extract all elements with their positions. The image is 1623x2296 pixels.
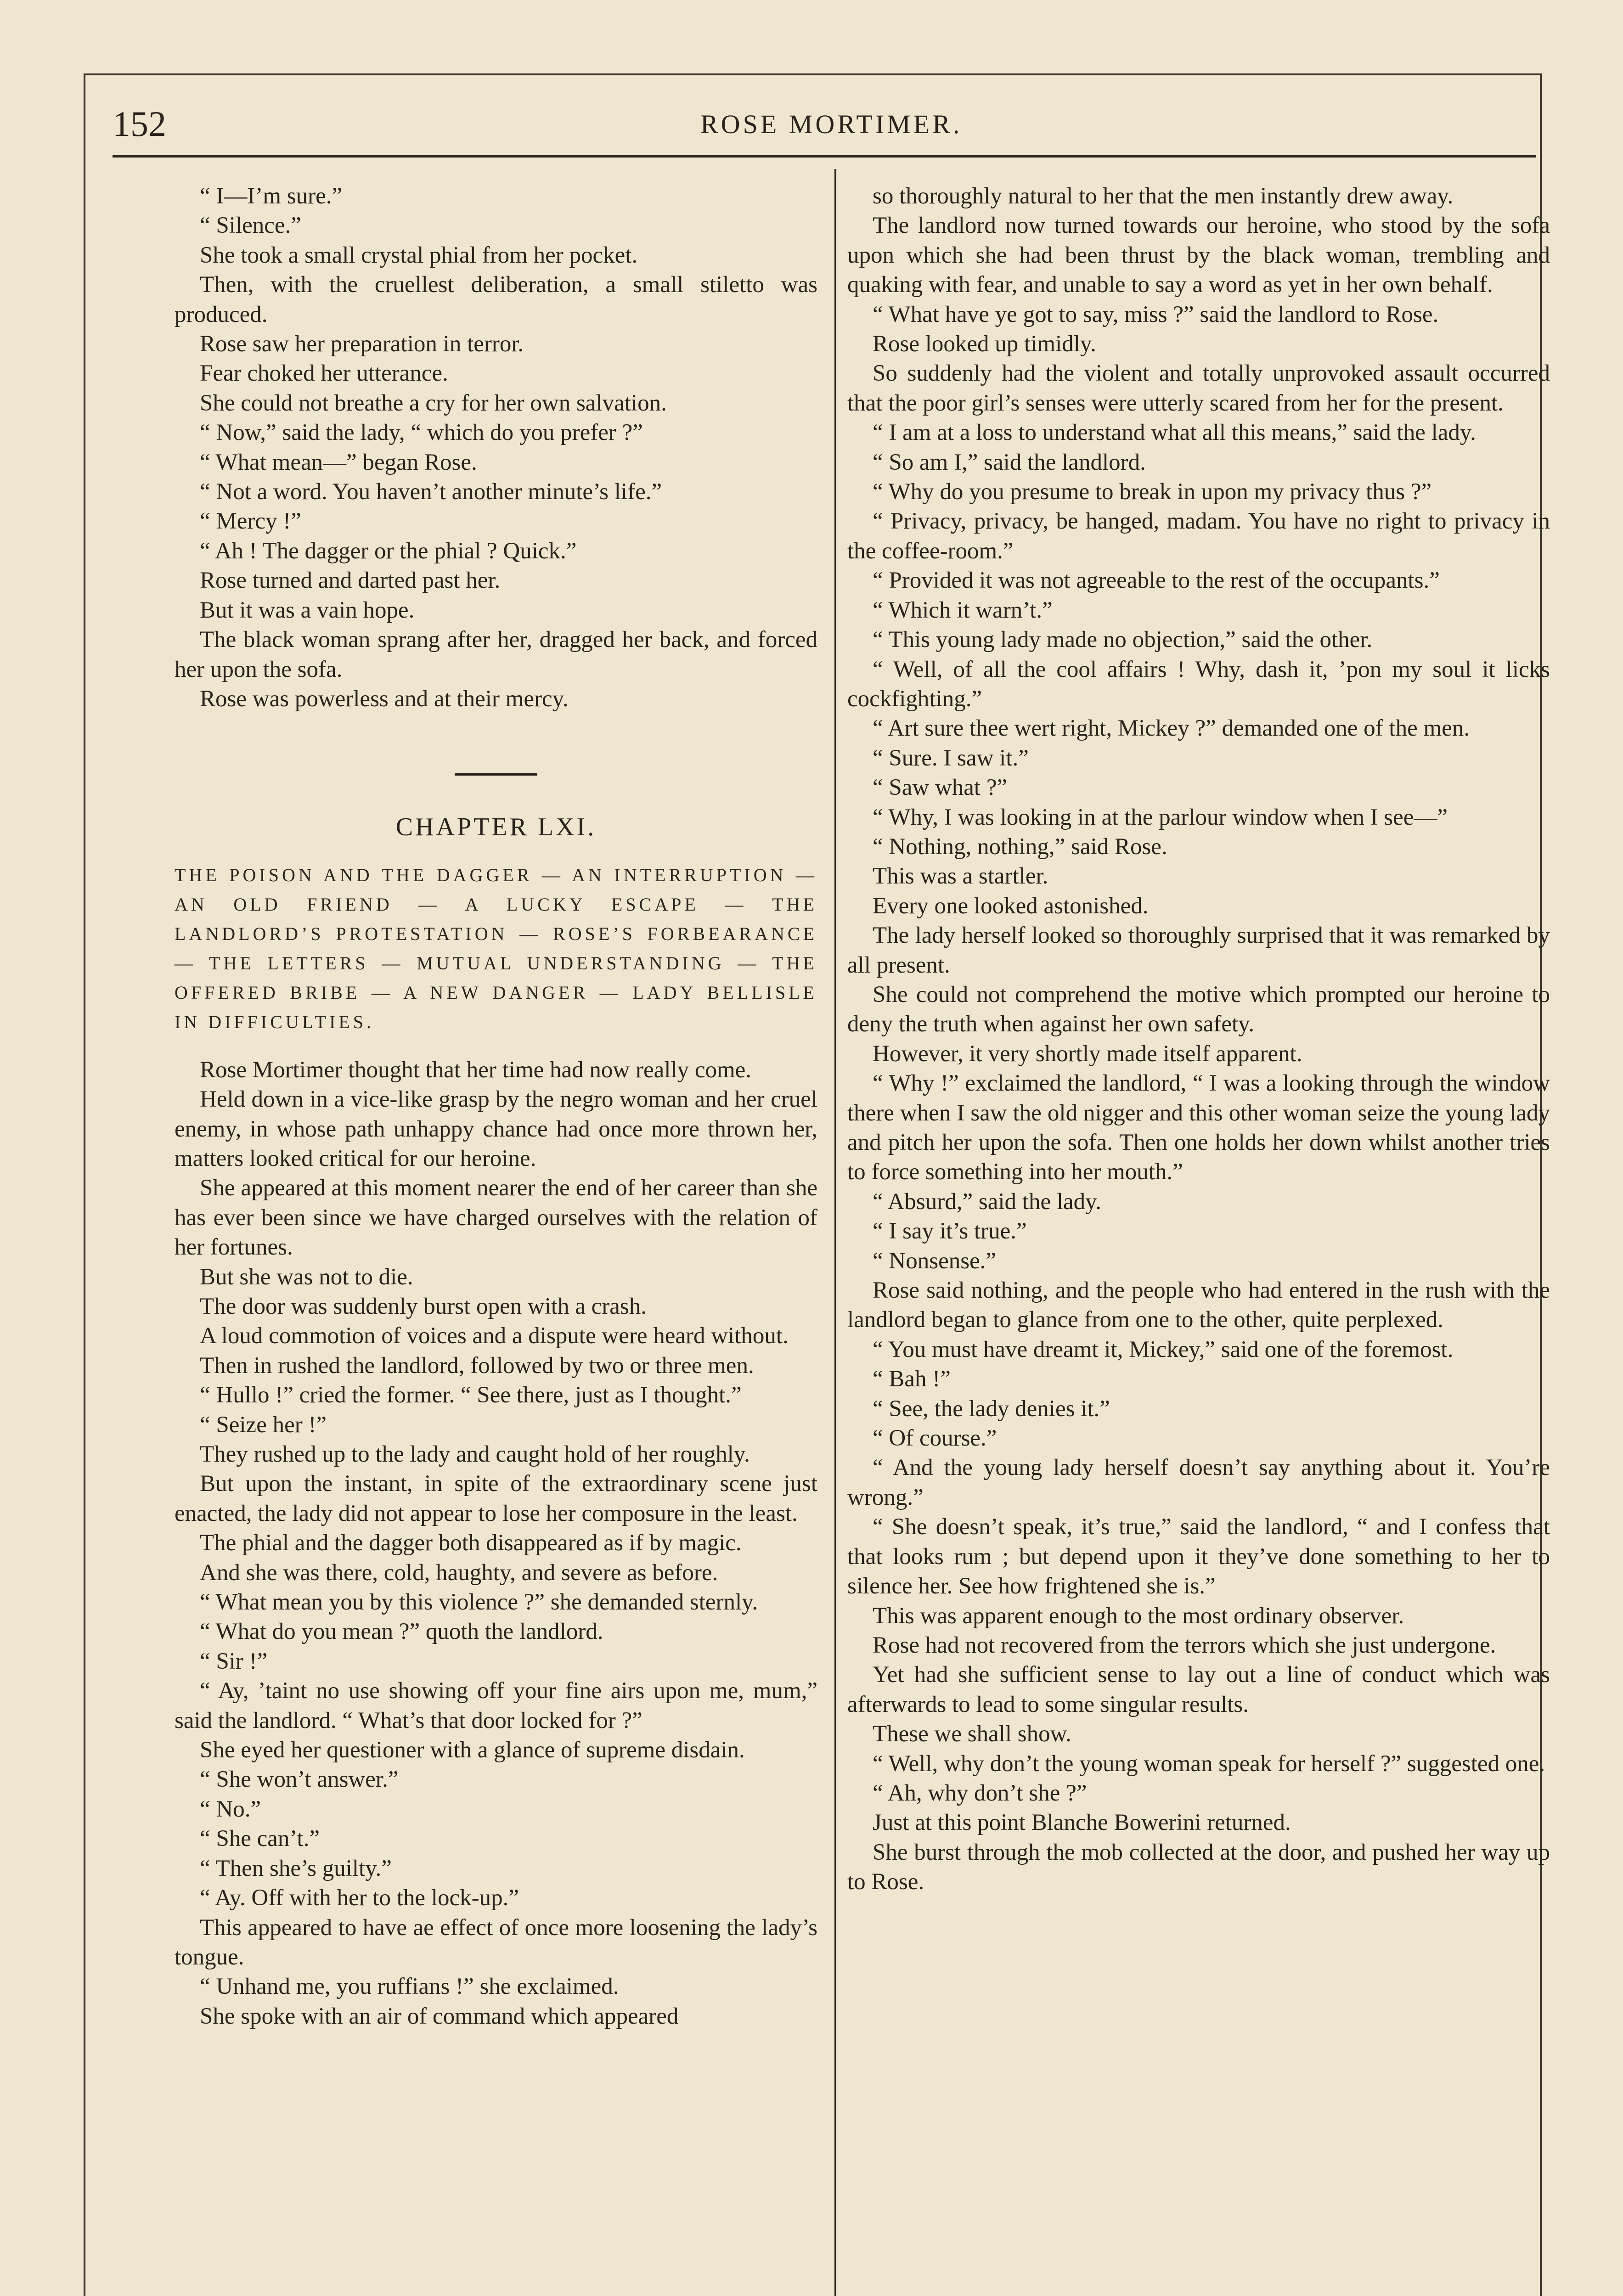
paragraph: And she was there, cold, haughty, and severe as before. <box>200 1559 718 1586</box>
paragraph: “ Saw what ?” <box>873 775 1008 801</box>
column-divider <box>834 169 836 2296</box>
paragraph: A loud commotion of voices and a dispute were heard without. <box>200 1323 789 1349</box>
paragraph: This was a startler. <box>873 863 1048 889</box>
paragraph: “ Silence.” <box>200 213 301 239</box>
paragraph: Fear choked her utterance. <box>200 360 448 387</box>
paragraph: She could not breathe a cry for her own salvation. <box>200 390 667 416</box>
paragraph: The door was suddenly burst open with a crash. <box>200 1293 647 1319</box>
paragraph: “ Well, of all the cool affairs ! Why, dash it, ’pon my soul it licks cockfighting.” <box>847 656 1550 712</box>
paragraph: But upon the instant, in spite of the extraordinary scene just enacted, the lady did not appear to lose her composure in the least. <box>175 1471 817 1526</box>
paragraph: “ Ah ! The dagger or the phial ? Quick.” <box>200 538 577 564</box>
paragraph: So suddenly had the violent and totally unprovoked assault occurred that the poor girl’s senses were utterly scared from her for the present. <box>847 360 1550 416</box>
paragraph: Then in rushed the landlord, followed by two or three men. <box>200 1352 754 1379</box>
paragraph: She burst through the mob collected at the door, and pushed her way up to Rose. <box>847 1839 1550 1895</box>
right-paragraphs <box>847 181 1550 1897</box>
running-head: ROSE MORTIMER. <box>700 109 963 139</box>
paragraph: These we shall show. <box>873 1721 1071 1747</box>
header-rule <box>113 155 1536 158</box>
paragraph: “ Ay, ’taint no use showing off your fine airs upon me, mum,” said the landlord. “ What’s that door locked for ?” <box>175 1678 817 1733</box>
paragraph: “ I am at a loss to understand what all this means,” said the lady. <box>873 420 1476 446</box>
chapter-synopsis: THE POISON AND THE DAGGER — AN INTERRUPTION — AN OLD FRIEND — A LUCKY ESCAPE — THE LANDLORD’S PROTESTATION — ROSE’S FORBEARANCE — THE LETTERS — MUTUAL UNDERSTANDING — THE OFFERED BRIBE — A NEW DANGER — LADY BELLISLE IN DIFFICULTIES. <box>175 864 817 1032</box>
paragraph: “ Art sure thee wert right, Mickey ?” demanded one of the men. <box>873 715 1470 742</box>
paragraph: “ This young lady made no objection,” said the other. <box>873 627 1373 653</box>
paragraph: Just at this point Blanche Bowerini returned. <box>873 1810 1291 1836</box>
paragraph: “ Of course.” <box>873 1425 997 1452</box>
paragraph: They rushed up to the lady and caught hold of her roughly. <box>200 1441 750 1467</box>
paragraph: Rose was powerless and at their mercy. <box>200 686 569 712</box>
paragraph: “ Why !” exclaimed the landlord, “ I was a looking through the window there when I saw the old nigger and this other woman seize the young lady and pitch her upon the sofa. Then one holds her down whilst another tries to force something into her mouth.” <box>847 1070 1550 1185</box>
paragraph: “ She won’t answer.” <box>200 1767 399 1793</box>
paragraph: “ And the young lady herself doesn’t say anything about it. You’re wrong.” <box>847 1455 1550 1510</box>
paragraph: “ Not a word. You haven’t another minute’s life.” <box>200 479 662 505</box>
paragraph: “ Why do you presume to break in upon my privacy thus ?” <box>873 479 1432 505</box>
right-column <box>847 181 1550 1897</box>
paragraph: “ Why, I was looking in at the parlour window when I see—” <box>873 804 1448 830</box>
paragraph: Rose looked up timidly. <box>873 331 1096 357</box>
chapter-title: CHAPTER LXI. <box>395 813 597 842</box>
paragraph: This was apparent enough to the most ordinary observer. <box>873 1603 1404 1629</box>
paragraph: The black woman sprang after her, dragged her back, and forced her upon the sofa. <box>175 627 817 682</box>
paragraph: “ See, the lady denies it.” <box>873 1396 1110 1422</box>
paragraph: “ Hullo !” cried the former. “ See there, just as I thought.” <box>200 1382 742 1408</box>
paragraph: Then, with the cruellest deliberation, a small stiletto was produced. <box>175 272 817 327</box>
paragraph: “ What do you mean ?” quoth the landlord. <box>200 1619 603 1645</box>
paragraph: Every one looked astonished. <box>873 893 1149 919</box>
paragraph: “ Nothing, nothing,” said Rose. <box>873 833 1167 860</box>
paragraph: “ Provided it was not agreeable to the rest of the occupants.” <box>873 568 1440 594</box>
paragraph: “ Absurd,” said the lady. <box>873 1188 1102 1215</box>
page-header <box>113 103 1541 154</box>
left-paragraphs-before-chapter <box>175 181 817 714</box>
paragraph: Rose had not recovered from the terrors which she just undergone. <box>873 1632 1496 1658</box>
paragraph: “ So am I,” said the landlord. <box>873 449 1146 475</box>
left-column <box>175 181 817 2031</box>
left-paragraphs-after-chapter <box>175 1055 817 2031</box>
paragraph: “ Now,” said the lady, “ which do you prefer ?” <box>200 420 643 446</box>
paragraph: She spoke with an air of command which appeared <box>200 2003 679 2029</box>
paragraph: “ I say it’s true.” <box>873 1218 1027 1244</box>
paragraph: Rose said nothing, and the people who had entered in the rush with the landlord began to glance from one to the other, quite perplexed. <box>847 1277 1550 1333</box>
paragraph: This appeared to have ae effect of once more loosening the lady’s tongue. <box>175 1914 817 1970</box>
paragraph: “ Seize her !” <box>200 1412 327 1438</box>
paragraph: “ Which it warn’t.” <box>873 597 1053 623</box>
paragraph: “ Ay. Off with her to the lock-up.” <box>200 1885 519 1911</box>
paragraph: “ What mean you by this violence ?” she demanded sternly. <box>200 1589 758 1615</box>
paragraph: “ I—I’m sure.” <box>200 183 343 209</box>
paragraph: “ Unhand me, you ruffians !” she exclaimed. <box>200 1974 619 2000</box>
paragraph: “ Sure. I saw it.” <box>873 745 1029 771</box>
paragraph: The lady herself looked so thoroughly surprised that it was remarked by all present. <box>847 923 1550 978</box>
page-number: 152 <box>113 104 166 144</box>
paragraph: “ Privacy, privacy, be hanged, madam. You have no right to privacy in the coffee-room.” <box>847 508 1550 564</box>
paragraph: “ Nonsense.” <box>873 1248 997 1274</box>
paragraph: “ No.” <box>200 1796 261 1822</box>
paragraph: Rose Mortimer thought that her time had now really come. <box>200 1057 752 1083</box>
paragraph: She could not comprehend the motive which prompted our heroine to deny the truth when against her own safety. <box>847 981 1550 1037</box>
paragraph: “ What mean—” began Rose. <box>200 449 477 475</box>
paragraph: “ You must have dreamt it, Mickey,” said one of the foremost. <box>873 1336 1454 1362</box>
paragraph: She took a small crystal phial from her pocket. <box>200 242 638 268</box>
paragraph: However, it very shortly made itself apparent. <box>873 1041 1302 1067</box>
paragraph: She appeared at this moment nearer the end of her career than she has ever been since we have charged ourselves with the relation of her fortunes. <box>175 1175 817 1261</box>
paragraph: “ Bah !” <box>873 1366 951 1392</box>
paragraph: Rose turned and darted past her. <box>200 568 501 594</box>
paragraph: “ She doesn’t speak, it’s true,” said the landlord, “ and I confess that that looks rum ; but depend upon it they’ve done something to her to silence her. See how frightened she is.” <box>847 1514 1550 1599</box>
paragraph: “ She can’t.” <box>200 1826 320 1852</box>
paragraph: Yet had she sufficient sense to lay out a line of conduct which was afterwards to lead to some singular results. <box>847 1662 1550 1717</box>
paragraph: “ Well, why don’t the young woman speak for herself ?” suggested one. <box>873 1750 1545 1777</box>
paragraph: She eyed her questioner with a glance of supreme disdain. <box>200 1737 745 1763</box>
paragraph: Held down in a vice-like grasp by the negro woman and her cruel enemy, in whose path unhappy chance had once more thrown her, matters looked critical for our heroine. <box>175 1086 817 1171</box>
paragraph: “ Ah, why don’t she ?” <box>873 1780 1087 1806</box>
paragraph: so thoroughly natural to her that the men instantly drew away. <box>873 183 1454 209</box>
chapter-ornament-rule <box>455 773 537 776</box>
paragraph: “ What have ye got to say, miss ?” said the landlord to Rose. <box>873 301 1439 327</box>
paragraph: The phial and the dagger both disappeared as if by magic. <box>200 1530 742 1556</box>
paragraph: “ Sir !” <box>200 1648 268 1674</box>
paragraph: But she was not to die. <box>200 1264 413 1290</box>
paragraph: “ Mercy !” <box>200 508 301 535</box>
paragraph: Rose saw her preparation in terror. <box>200 331 524 357</box>
paragraph: “ Then she’s guilty.” <box>200 1855 392 1881</box>
paragraph: But it was a vain hope. <box>200 597 415 623</box>
paragraph: The landlord now turned towards our heroine, who stood by the sofa upon which she had been thrust by the black woman, trembling and quaking with fear, and unable to say a word as yet in her own behalf. <box>847 213 1550 298</box>
